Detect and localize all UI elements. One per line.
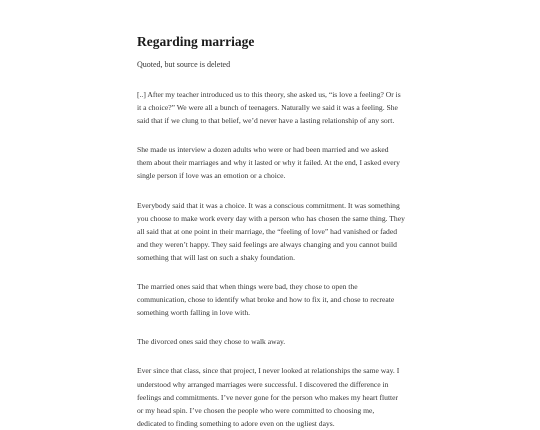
article-paragraph: Ever since that class, since that project, I never looked at relationships the same way. I understood why arranged marriages were successful. I discovered the difference in feelings and commitments. I’ve never gone for the person who makes my heart flutter or my head spin. I’ve chosen the people who were committed to choosing me, dedicated to finding something to adore even on the ugliest days. (137, 366, 400, 428)
article-paragraph: Everybody said that it was a choice. It was a conscious commitment. It was something you choose to make work every day with a person who has chosen the same thing. They all said that at one point in their marriage, the “feeling of love” had vanished or faded and they weren’t happy. They said feelings are always changing and you cannot build something that will last on such a shaky foundation. (137, 200, 405, 262)
article-paragraph: The divorced ones said they chose to walk away. (137, 337, 286, 347)
article (137, 32, 405, 430)
article-paragraph: She made us interview a dozen adults who were or had been married and we asked them about their marriages and why it lasted or why it failed. At the end, I asked every single person if love was an emotion or a choice. (137, 145, 400, 181)
page-title: Regarding marriage (137, 34, 255, 49)
article-paragraph: [..] After my teacher introduced us to this theory, she asked us, “is love a feeling? Or is it a choice?” We were all a bunch of teenagers. Naturally we said it was a feeling. She said that if we clung to that belief, we’d never have a lasting relationship of any sort. (137, 90, 401, 126)
article-subtitle: Quoted, but source is deleted (137, 60, 231, 69)
article-paragraph: The married ones said that when things were bad, they chose to open the communication, chose to identify what broke and how to fix it, and chose to recreate something worth falling in love with. (137, 282, 395, 318)
